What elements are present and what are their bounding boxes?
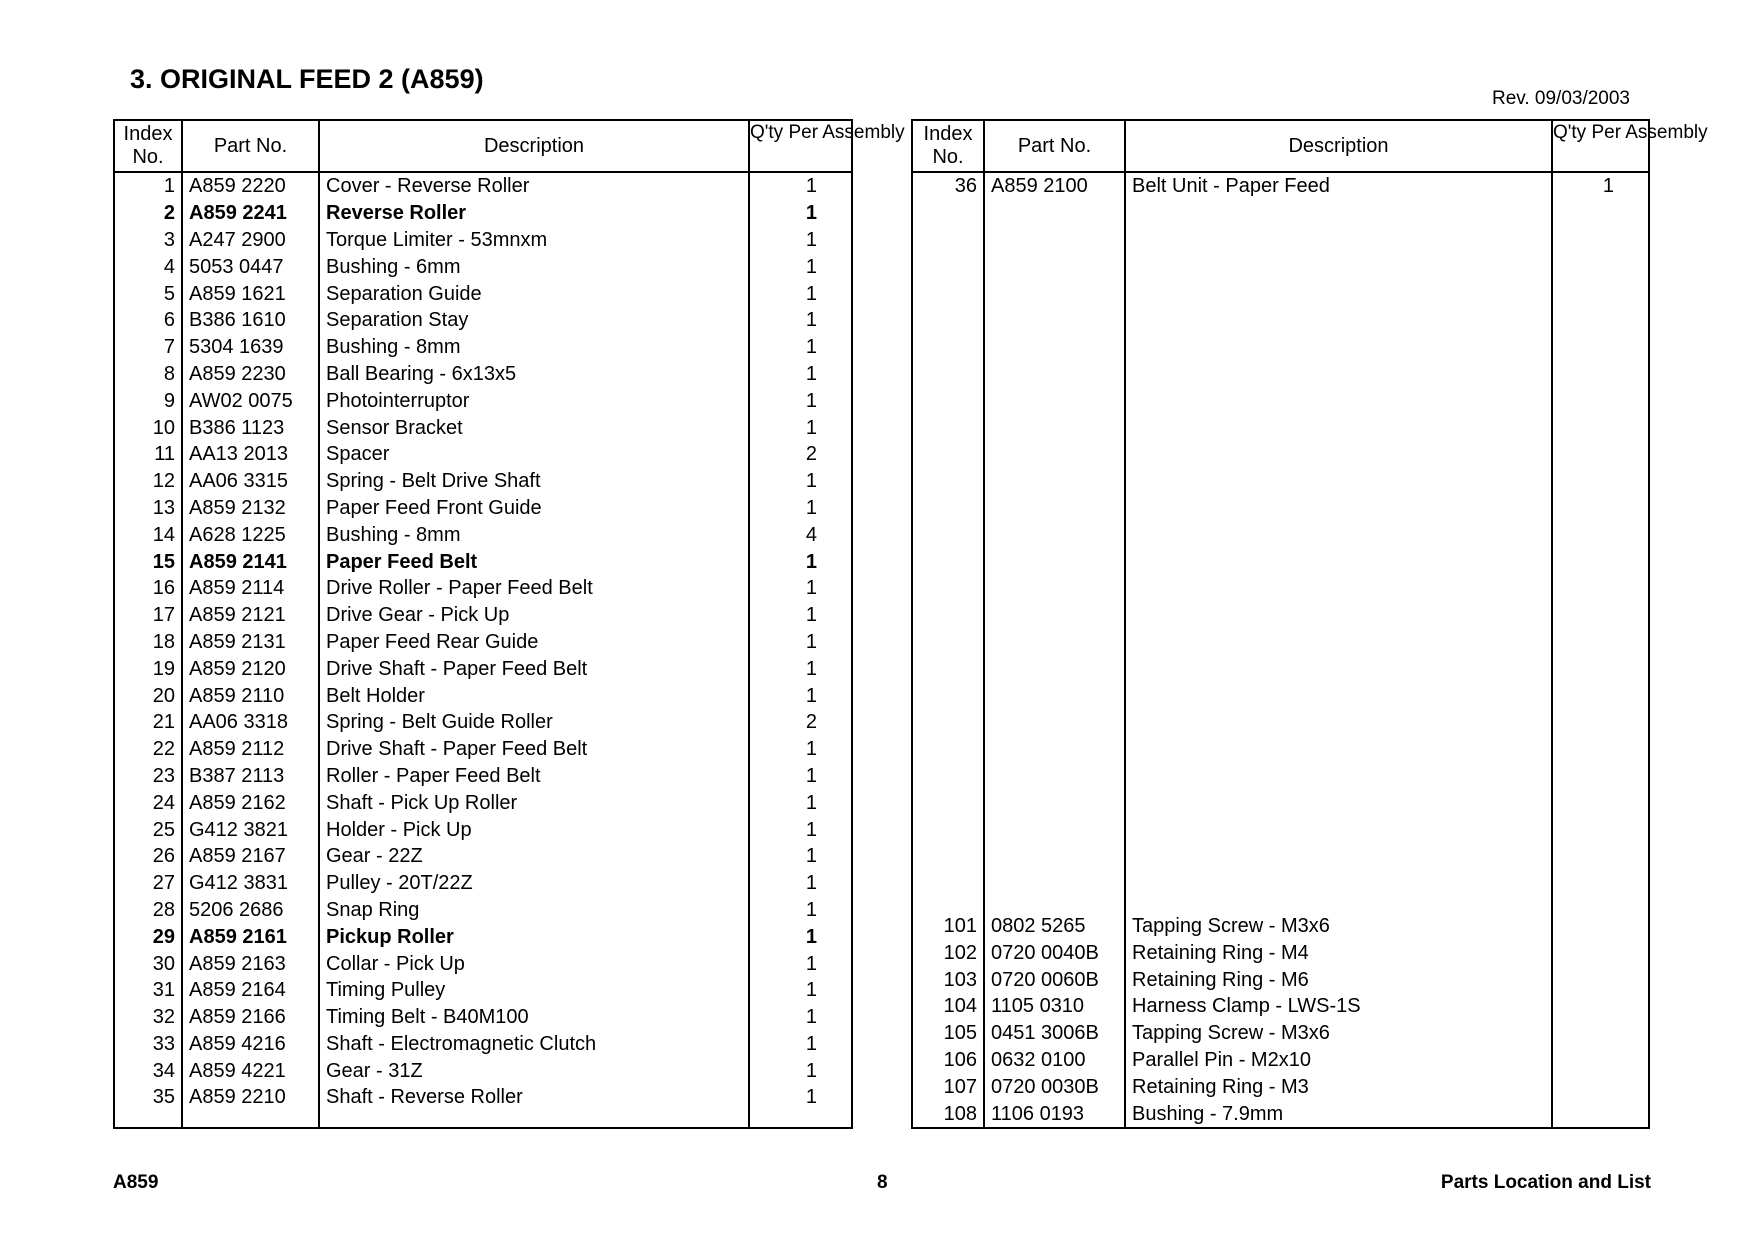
empty-cell [1125,200,1552,913]
description-cell: Shaft - Reverse Roller [319,1084,749,1111]
table-row [114,575,852,602]
quantity-cell [1552,966,1649,993]
parts-table-right-body [912,172,1649,1128]
description-cell: Timing Pulley [319,977,749,1004]
quantity-cell: 1 [805,738,817,761]
index-cell: 29 [114,923,182,950]
empty-cell [114,1111,182,1128]
description-cell: Gear - 31Z [319,1057,749,1084]
part-number-cell: 5206 2686 [182,897,319,924]
index-cell: 36 [912,172,984,200]
index-cell: 21 [114,709,182,736]
table-row [114,736,852,763]
part-number-cell: A247 2900 [182,227,319,254]
qty-column-header: Q'ty Per Assembly [1552,120,1649,172]
part-number-cell: G412 3821 [182,816,319,843]
description-cell: Pulley - 20T/22Z [319,870,749,897]
part-number-cell: A859 2100 [984,172,1125,200]
description-cell: Snap Ring [319,897,749,924]
quantity-cell [1552,993,1649,1020]
table-row [114,923,852,950]
index-cell: 107 [912,1073,984,1100]
part-number-cell: A859 2110 [182,682,319,709]
index-cell: 33 [114,1031,182,1058]
table-row [114,709,852,736]
quantity-cell: 1 [805,818,817,841]
description-cell: Bushing - 6mm [319,253,749,280]
quantity-cell: 1 [805,979,817,1002]
quantity-cell: 2 [805,711,817,734]
quantity-cell: 1 [805,309,817,332]
table-row [114,1031,852,1058]
quantity-cell: 1 [805,175,817,198]
description-cell: Roller - Paper Feed Belt [319,763,749,790]
index-cell: 9 [114,387,182,414]
quantity-cell: 1 [805,202,817,225]
description-cell: Tapping Screw - M3x6 [1125,913,1552,940]
quantity-cell: 1 [805,389,817,412]
part-number-cell: A859 2241 [182,200,319,227]
index-cell: 12 [114,468,182,495]
table-row [912,1100,1649,1128]
description-cell: Belt Holder [319,682,749,709]
parts-table-left [113,119,905,1129]
part-number-cell: 0802 5265 [984,913,1125,940]
part-number-cell: 1105 0310 [984,993,1125,1020]
description-cell: Retaining Ring - M4 [1125,939,1552,966]
index-cell: 8 [114,361,182,388]
table-row [912,939,1649,966]
table-row [114,387,852,414]
index-cell: 14 [114,521,182,548]
table-row [114,548,852,575]
index-cell: 16 [114,575,182,602]
quantity-cell: 1 [805,282,817,305]
description-cell: Ball Bearing - 6x13x5 [319,361,749,388]
table-row [114,521,852,548]
empty-cell [984,200,1125,913]
index-cell: 24 [114,789,182,816]
description-cell: Drive Shaft - Paper Feed Belt [319,655,749,682]
quantity-cell: 1 [805,496,817,519]
index-cell: 34 [114,1057,182,1084]
empty-cell [182,1111,319,1128]
index-cell: 1 [114,172,182,200]
table-row [114,629,852,656]
index-column-header: Index No. [114,120,182,172]
part-number-cell: A859 2210 [182,1084,319,1111]
description-cell: Cover - Reverse Roller [319,172,749,200]
index-cell: 103 [912,966,984,993]
part-number-cell: A859 1621 [182,280,319,307]
part-no-column-header: Part No. [182,120,319,172]
part-number-cell: B386 1123 [182,414,319,441]
part-number-cell: 0720 0030B [984,1073,1125,1100]
table-row [912,913,1649,940]
table-row [114,361,852,388]
description-cell: Retaining Ring - M6 [1125,966,1552,993]
part-number-cell: A859 2167 [182,843,319,870]
quantity-cell [1552,1047,1649,1074]
quantity-cell: 1 [805,630,817,653]
part-number-cell: 1106 0193 [984,1100,1125,1128]
quantity-cell: 1 [805,657,817,680]
part-number-cell: A859 2132 [182,495,319,522]
table-row [114,253,852,280]
part-number-cell: A859 2163 [182,950,319,977]
table-row [912,1020,1649,1047]
part-number-cell: A859 2162 [182,789,319,816]
index-cell: 105 [912,1020,984,1047]
quantity-cell: 1 [805,362,817,385]
description-cell: Holder - Pick Up [319,816,749,843]
index-column-header: Index No. [912,120,984,172]
description-cell: Parallel Pin - M2x10 [1125,1047,1552,1074]
quantity-cell: 1 [1602,175,1614,198]
index-cell: 2 [114,200,182,227]
description-cell: Shaft - Pick Up Roller [319,789,749,816]
part-number-cell: A859 4216 [182,1031,319,1058]
quantity-cell [1552,939,1649,966]
quantity-cell [1552,1020,1649,1047]
quantity-cell: 1 [805,684,817,707]
quantity-cell: 1 [805,550,817,573]
table-row [114,1057,852,1084]
part-number-cell: G412 3831 [182,870,319,897]
quantity-cell [1552,1073,1649,1100]
table-row [114,307,852,334]
quantity-cell: 1 [805,845,817,868]
index-cell: 3 [114,227,182,254]
table-row [114,1084,852,1111]
description-cell: Separation Guide [319,280,749,307]
part-number-cell: A859 2220 [182,172,319,200]
footer-section-title: Parts Location and List [1440,1172,1651,1193]
quantity-cell: 1 [805,470,817,493]
description-cell: Pickup Roller [319,923,749,950]
part-number-cell: 0720 0060B [984,966,1125,993]
index-cell: 108 [912,1100,984,1128]
description-cell: Drive Roller - Paper Feed Belt [319,575,749,602]
description-column-header: Description [319,120,749,172]
table-row [114,441,852,468]
qty-column-header: Q'ty Per Assembly [749,120,852,172]
table-row [114,843,852,870]
quantity-cell: 1 [805,925,817,948]
index-cell: 32 [114,1004,182,1031]
table-header-row [912,120,1649,172]
table-row [114,870,852,897]
index-cell: 28 [114,897,182,924]
description-cell: Paper Feed Belt [319,548,749,575]
table-row [114,763,852,790]
index-cell: 35 [114,1084,182,1111]
description-cell: Sensor Bracket [319,414,749,441]
index-cell: 19 [114,655,182,682]
table-filler-row [114,1111,852,1128]
description-cell: Paper Feed Front Guide [319,495,749,522]
index-cell: 7 [114,334,182,361]
table-row [114,1004,852,1031]
index-cell: 18 [114,629,182,656]
part-number-cell: A859 2230 [182,361,319,388]
description-cell: Timing Belt - B40M100 [319,1004,749,1031]
part-number-cell: AA06 3315 [182,468,319,495]
quantity-cell: 2 [805,443,817,466]
quantity-cell: 1 [805,791,817,814]
description-cell: Tapping Screw - M3x6 [1125,1020,1552,1047]
quantity-cell: 1 [805,872,817,895]
description-cell: Drive Shaft - Paper Feed Belt [319,736,749,763]
description-cell: Bushing - 8mm [319,334,749,361]
table-row [912,993,1649,1020]
quantity-cell: 1 [805,1006,817,1029]
empty-cell [749,1111,852,1128]
empty-cell [1552,200,1649,913]
table-row [114,495,852,522]
quantity-cell: 1 [805,416,817,439]
table-row [114,280,852,307]
part-number-cell: AW02 0075 [182,387,319,414]
empty-cell [912,200,984,913]
quantity-cell: 1 [805,336,817,359]
index-cell: 25 [114,816,182,843]
table-row [912,1047,1649,1074]
part-number-cell: AA06 3318 [182,709,319,736]
table-row [114,977,852,1004]
index-cell: 5 [114,280,182,307]
part-number-cell: A859 2112 [182,736,319,763]
index-cell: 4 [114,253,182,280]
description-cell: Spacer [319,441,749,468]
description-cell: Belt Unit - Paper Feed [1125,172,1552,200]
index-cell: 11 [114,441,182,468]
table-header-row [114,120,852,172]
description-cell: Collar - Pick Up [319,950,749,977]
table-row [114,816,852,843]
part-number-cell: B386 1610 [182,307,319,334]
part-number-cell: AA13 2013 [182,441,319,468]
page-title: 3. ORIGINAL FEED 2 (A859) [130,64,484,94]
table-row [114,602,852,629]
table-row [114,414,852,441]
part-number-cell: A859 2164 [182,977,319,1004]
table-row [114,172,852,200]
index-cell: 101 [912,913,984,940]
revision-date: Rev. 09/03/2003 [1491,88,1630,109]
quantity-cell: 1 [805,952,817,975]
index-cell: 10 [114,414,182,441]
table-row [114,200,852,227]
description-cell: Paper Feed Rear Guide [319,629,749,656]
index-cell: 106 [912,1047,984,1074]
description-column-header: Description [1125,120,1552,172]
index-cell: 30 [114,950,182,977]
footer-model: A859 [113,1172,159,1193]
part-number-cell: A859 2121 [182,602,319,629]
empty-cell [319,1111,749,1128]
index-cell: 17 [114,602,182,629]
part-number-cell: 5304 1639 [182,334,319,361]
table-row [114,468,852,495]
part-number-cell: A859 2141 [182,548,319,575]
table-row [114,789,852,816]
parts-table-left-body [114,172,852,1128]
part-number-cell: A859 2120 [182,655,319,682]
description-cell: Drive Gear - Pick Up [319,602,749,629]
part-number-cell: B387 2113 [182,763,319,790]
quantity-cell: 1 [805,1059,817,1082]
description-cell: Spring - Belt Guide Roller [319,709,749,736]
footer-page-number: 8 [877,1172,888,1193]
description-cell: Gear - 22Z [319,843,749,870]
description-cell: Torque Limiter - 53mnxm [319,227,749,254]
description-cell: Bushing - 7.9mm [1125,1100,1552,1128]
quantity-cell: 1 [805,1032,817,1055]
part-number-cell: A859 2166 [182,1004,319,1031]
index-cell: 27 [114,870,182,897]
part-number-cell: 0451 3006B [984,1020,1125,1047]
part-number-cell: A859 2114 [182,575,319,602]
description-cell: Retaining Ring - M3 [1125,1073,1552,1100]
table-row [912,1073,1649,1100]
quantity-cell: 1 [805,228,817,251]
index-cell: 20 [114,682,182,709]
quantity-cell: 1 [805,577,817,600]
description-cell: Bushing - 8mm [319,521,749,548]
part-number-cell: 5053 0447 [182,253,319,280]
index-cell: 13 [114,495,182,522]
table-filler-row [912,200,1649,913]
table-row [114,334,852,361]
quantity-cell [1552,1100,1649,1128]
description-cell: Separation Stay [319,307,749,334]
part-no-column-header: Part No. [984,120,1125,172]
description-cell: Shaft - Electromagnetic Clutch [319,1031,749,1058]
table-row [114,682,852,709]
index-cell: 104 [912,993,984,1020]
table-row [114,897,852,924]
part-number-cell: 0632 0100 [984,1047,1125,1074]
part-number-cell: 0720 0040B [984,939,1125,966]
quantity-cell: 1 [805,1086,817,1109]
quantity-cell: 1 [805,604,817,627]
index-cell: 23 [114,763,182,790]
description-cell: Spring - Belt Drive Shaft [319,468,749,495]
index-cell: 26 [114,843,182,870]
part-number-cell: A859 2161 [182,923,319,950]
table-row [114,655,852,682]
description-cell: Reverse Roller [319,200,749,227]
part-number-cell: A859 2131 [182,629,319,656]
quantity-cell [1552,913,1649,940]
description-cell: Harness Clamp - LWS-1S [1125,993,1552,1020]
index-cell: 15 [114,548,182,575]
table-row [114,227,852,254]
index-cell: 102 [912,939,984,966]
index-cell: 22 [114,736,182,763]
part-number-cell: A859 4221 [182,1057,319,1084]
quantity-cell: 1 [805,255,817,278]
index-cell: 31 [114,977,182,1004]
description-cell: Photointerruptor [319,387,749,414]
part-number-cell: A628 1225 [182,521,319,548]
table-row [114,950,852,977]
quantity-cell: 1 [805,764,817,787]
quantity-cell: 4 [805,523,817,546]
table-row [912,172,1649,200]
index-cell: 6 [114,307,182,334]
table-row [912,966,1649,993]
quantity-cell: 1 [805,898,817,921]
parts-table-right [911,119,1708,1129]
